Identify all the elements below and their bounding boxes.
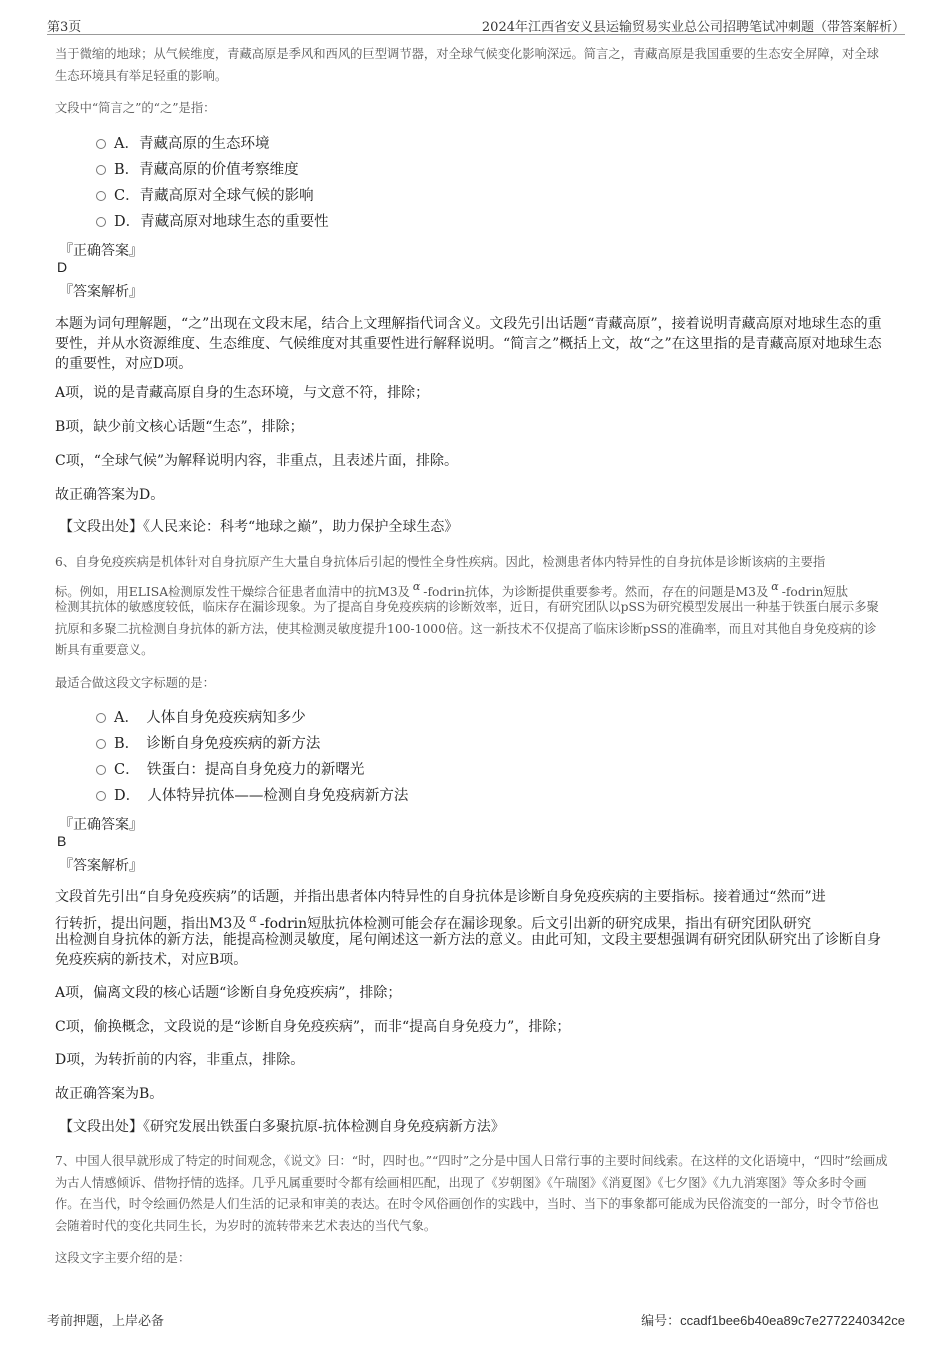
q6-passage-line2: 标。例如，用ELISA检测原发性干燥综合征患者血清中的抗M3及 α -fodrin抗体，为诊断提供重要参考。然而，存在的问题是M3及 α -fodrin短肽	[55, 580, 849, 599]
page-header	[47, 14, 905, 35]
footer-code: 编号：ccadf1bee6b40ea89c7e2772240342ce	[641, 1313, 905, 1329]
radio-icon[interactable]	[96, 739, 106, 749]
q6-analysis-line1: 文段首先引出“自身免疫疾病”的话题，并指出患者体内特异性的自身抗体是诊断自身免疫疾病的主要指标。接着通过“然而”进	[55, 889, 826, 905]
q6-option-b[interactable]: B． 诊断自身免疫疾病的新方法	[96, 734, 320, 754]
q6-analysis-label: 『答案解析』	[59, 858, 143, 874]
q6-passage-line1: 6、自身免疫疾病是机体针对自身抗原产生大量自身抗体后引起的慢性全身性疾病。因此，检测患者体内特异性的自身抗体是诊断该病的主要指	[55, 555, 826, 569]
q6-conclusion: 故正确答案为B。	[55, 1086, 164, 1102]
q6-analysis-c: C项，偷换概念，文段说的是“诊断自身免疫疾病”，而非“提高自身免疫力”，排除；	[55, 1019, 571, 1035]
q6-analysis-line2: 行转折，提出问题，指出M3及 $^\alpha$ -fodrin短肽抗体检测可能会存在漏诊现象。后文引出新的研究成果，指出有研究团队研究	[55, 912, 812, 932]
q6-analysis-a: A项，偏离文段的核心话题“诊断自身免疫疾病”，排除；	[55, 985, 402, 1001]
q5-analysis-c: C项，“全球气候”为解释说明内容，非重点，且表述片面，排除。	[55, 453, 459, 469]
alpha-symbol: α	[249, 912, 257, 925]
radio-icon[interactable]	[96, 139, 106, 149]
q6-source: 【文段出处】《研究发展出铁蛋白多聚抗原-抗体检测自身免疫病新方法》	[59, 1119, 505, 1135]
q5-analysis: 本题为词句理解题，“之”出现在文段末尾，结合上文理解指代词含义。文段先引出话题“青藏高原”，接着说明青藏高原对地球生态的重要性，并从水资源维度、生态维度、气候维度对其重要性进行解释说明。“简言之”概括上文，故“之”在这里指的是青藏高原对地球生态的重要性，对应D项。	[55, 316, 882, 372]
q5-answer: D	[57, 259, 68, 275]
q6-answer-label: 『正确答案』	[59, 817, 143, 833]
q5-option-d[interactable]: D．青藏高原对地球生态的重要性	[96, 212, 329, 232]
footer-slogan: 考前押题，上岸必备	[47, 1314, 165, 1329]
document-title: 2024年江西省安义县运输贸易实业总公司招聘笔试冲刺题（带答案解析）	[481, 20, 905, 35]
q7-stem: 这段文字主要介绍的是：	[55, 1251, 191, 1265]
q5-analysis-label: 『答案解析』	[59, 284, 143, 300]
page-number: 第3页	[47, 20, 82, 35]
radio-icon[interactable]	[96, 165, 106, 175]
q5-option-c[interactable]: C．青藏高原对全球气候的影响	[96, 186, 314, 206]
q5-conclusion: 故正确答案为D。	[55, 487, 165, 503]
q6-passage-rest: 检测其抗体的敏感度较低，临床存在漏诊现象。为了提高自身免疫疾病的诊断效率，近日，有研究团队以pSS为研究模型发展出一种基于铁蛋白展示多聚抗原和多聚二抗检测自身抗体的新方法，使其检测灵敏度提升100-1000倍。这一新技术不仅提高了临床诊断pSS的准确率，而且对其他自身免疫病的诊断具有重要意义。	[55, 600, 879, 657]
q6-option-d[interactable]: D． 人体特异抗体——检测自身免疫病新方法	[96, 786, 408, 806]
alpha-symbol: α	[771, 580, 779, 593]
q5-analysis-b: B项，缺少前文核心话题“生态”，排除；	[55, 419, 304, 435]
q5-passage-tail: 当于微缩的地球；从气候维度，青藏高原是季风和西风的巨型调节器，对全球气候变化影响深远。简言之，青藏高原是我国重要的生态安全屏障，对全球生态环境具有举足轻重的影响。	[55, 47, 879, 83]
q5-stem: 文段中“简言之”的“之”是指：	[55, 101, 216, 115]
q6-analysis-d: D项，为转折前的内容，非重点，排除。	[55, 1052, 305, 1068]
q6-analysis-rest: 出检测自身抗体的新方法，能提高检测灵敏度，尾句阐述这一新方法的意义。由此可知，文段主要想强调有研究团队研究出了诊断自身免疫疾病的新技术，对应B项。	[55, 932, 881, 968]
radio-icon[interactable]	[96, 791, 106, 801]
radio-icon[interactable]	[96, 191, 106, 201]
q6-stem: 最适合做这段文字标题的是：	[55, 676, 215, 690]
radio-icon[interactable]	[96, 713, 106, 723]
radio-icon[interactable]	[96, 217, 106, 227]
q6-option-c[interactable]: C． 铁蛋白：提高自身免疫力的新曙光	[96, 760, 364, 780]
q5-source: 【文段出处】《人民来论：科考“地球之巅”，助力保护全球生态》	[59, 519, 459, 535]
q5-analysis-a: A项，说的是青藏高原自身的生态环境，与文意不符，排除；	[55, 385, 430, 401]
radio-icon[interactable]	[96, 765, 106, 775]
q6-option-a[interactable]: A． 人体自身免疫疾病知多少	[96, 708, 306, 728]
q7-passage: 7、中国人很早就形成了特定的时间观念，《说文》曰：“时，四时也。”“四时”之分是中国人日常行事的主要时间线索。在这样的文化语境中，“四时”绘画成为古人情感倾诉、借物抒情的选择。几乎凡属重要时令都有绘画相匹配，出现了《岁朝图》《午瑞图》《消夏图》《七夕图》《九九消寒图》等众多时令画作。在当代，时令绘画仍然是人们生活的记录和审美的表达。在时令风俗画创作的实践中，当时、当下的事象都可能成为民俗流变的一部分，时令节俗也会随着时代的变化共同生长，为岁时的流转带来艺术表达的当代气象。	[55, 1154, 888, 1233]
q5-answer-label: 『正确答案』	[59, 243, 143, 259]
q5-option-b[interactable]: B．青藏高原的价值考察维度	[96, 160, 299, 180]
q6-answer: B	[57, 833, 67, 849]
page-footer	[47, 1310, 905, 1329]
alpha-symbol: α	[412, 580, 421, 593]
q5-option-a[interactable]: A．青藏高原的生态环境	[96, 134, 269, 154]
